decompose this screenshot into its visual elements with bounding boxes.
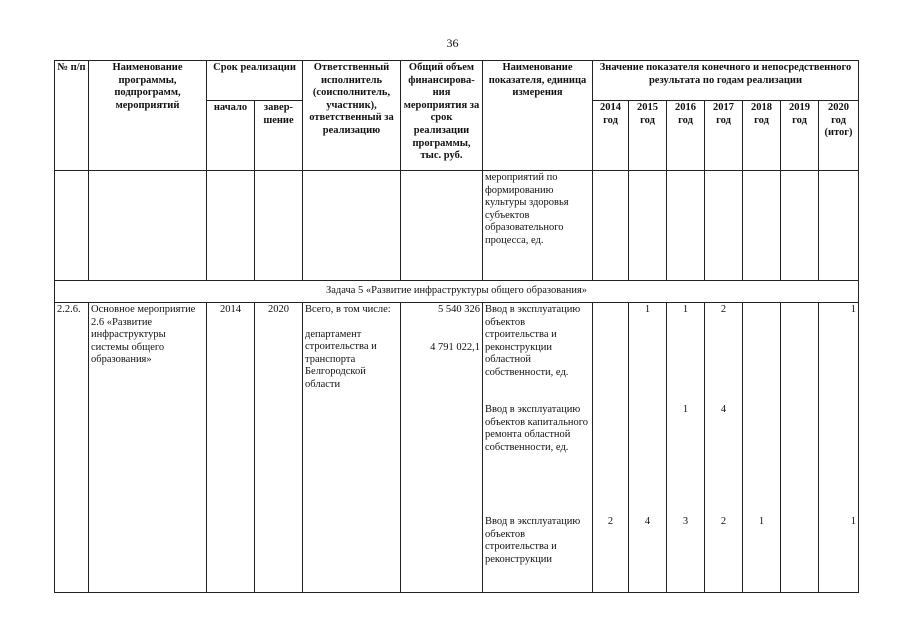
header-year: 2020 год (итог) [819,101,859,171]
indicator-cell [483,303,593,593]
activity-name: Основное мероприятие 2.6 «Развитие инфраструктуры системы общего образования» [89,303,207,593]
header-year: 2019 год [781,101,819,171]
indicator-value: 4 [720,404,727,415]
header-year: 2018 год [743,101,781,171]
indicator-value: 2 [607,516,614,527]
header-year: 2016 год [667,101,705,171]
header-num: № п/п [55,61,89,171]
indicator-value: 1 [682,404,689,415]
main-row [55,303,859,593]
task-row [55,281,859,303]
indicator-value: 1 [758,516,765,527]
row-num: 2.2.6. [55,303,89,593]
header-funding: Общий объем финансирова-ния мероприятия за срок реализации программы, тыс. руб. [401,61,483,171]
header-period: Срок реализации [207,61,303,101]
executor-cell [303,303,401,593]
value-cell [705,303,743,593]
indicator-value [821,404,856,516]
header-period-end: завер-шение [255,101,303,171]
indicator-name: Ввод в эксплуатацию объектов строительства и реконструкции [485,516,581,565]
header-year: 2017 год [705,101,743,171]
indicator-value [631,404,664,516]
value-cell [593,303,629,593]
header-indicator: Наименование показателя, единица измерения [483,61,593,171]
funding-dept: 4 791 022,1 [430,341,480,353]
indicator-value [595,404,626,516]
indicator-name: Ввод в эксплуатацию объектов капитального ремонта областной собственности, ед. [485,404,589,453]
continuation-row [55,171,859,281]
value-cell [743,303,781,593]
indicator-value: 1 [644,304,651,315]
indicator-value [745,304,778,404]
value-cell [667,303,705,593]
header-values-group: Значение показателя конечного и непосредственного результата по годам реализации [593,61,859,101]
header-year: 2014 год [593,101,629,171]
indicator-value: 2 [720,304,727,315]
indicator-value [783,404,816,516]
indicator-value: 4 [644,516,651,527]
indicator-value: 3 [682,516,689,527]
indicator-value: 1 [682,304,689,315]
value-cell [629,303,667,593]
indicator-cell: мероприятий по формированию культуры здоровья субъектов образовательного процесса, ед. [483,171,593,281]
indicator-value [595,304,626,404]
start-year: 2014 [207,303,255,593]
header-period-start: начало [207,101,255,171]
executor-total: Всего, в том числе: [305,304,391,315]
funding-cell [401,303,483,593]
indicator-name: Ввод в эксплуатацию объектов строительства и реконструкции областной собственности, ед. [485,304,581,378]
indicator-value: 1 [850,304,856,315]
end-year: 2020 [255,303,303,593]
header-name: Наименование программы, подпрограмм, мероприятий [89,61,207,171]
executor-dept: департамент строительства и транспорта Белгородской области [305,328,377,390]
header-executor: Ответственный исполнитель (соисполнитель, участник), ответственный за реализацию [303,61,401,171]
value-cell [781,303,819,593]
indicator-value: 1 [850,516,856,527]
funding-total: 5 540 326 [438,304,480,315]
program-table [54,60,859,593]
indicator-value [745,404,778,516]
task-title: Задача 5 «Развитие инфраструктуры общего образования» [55,281,859,303]
indicator-value [783,304,816,404]
header-year: 2015 год [629,101,667,171]
indicator-value: 2 [720,516,727,527]
value-cell [819,303,859,593]
page-number: 36 [446,36,459,50]
